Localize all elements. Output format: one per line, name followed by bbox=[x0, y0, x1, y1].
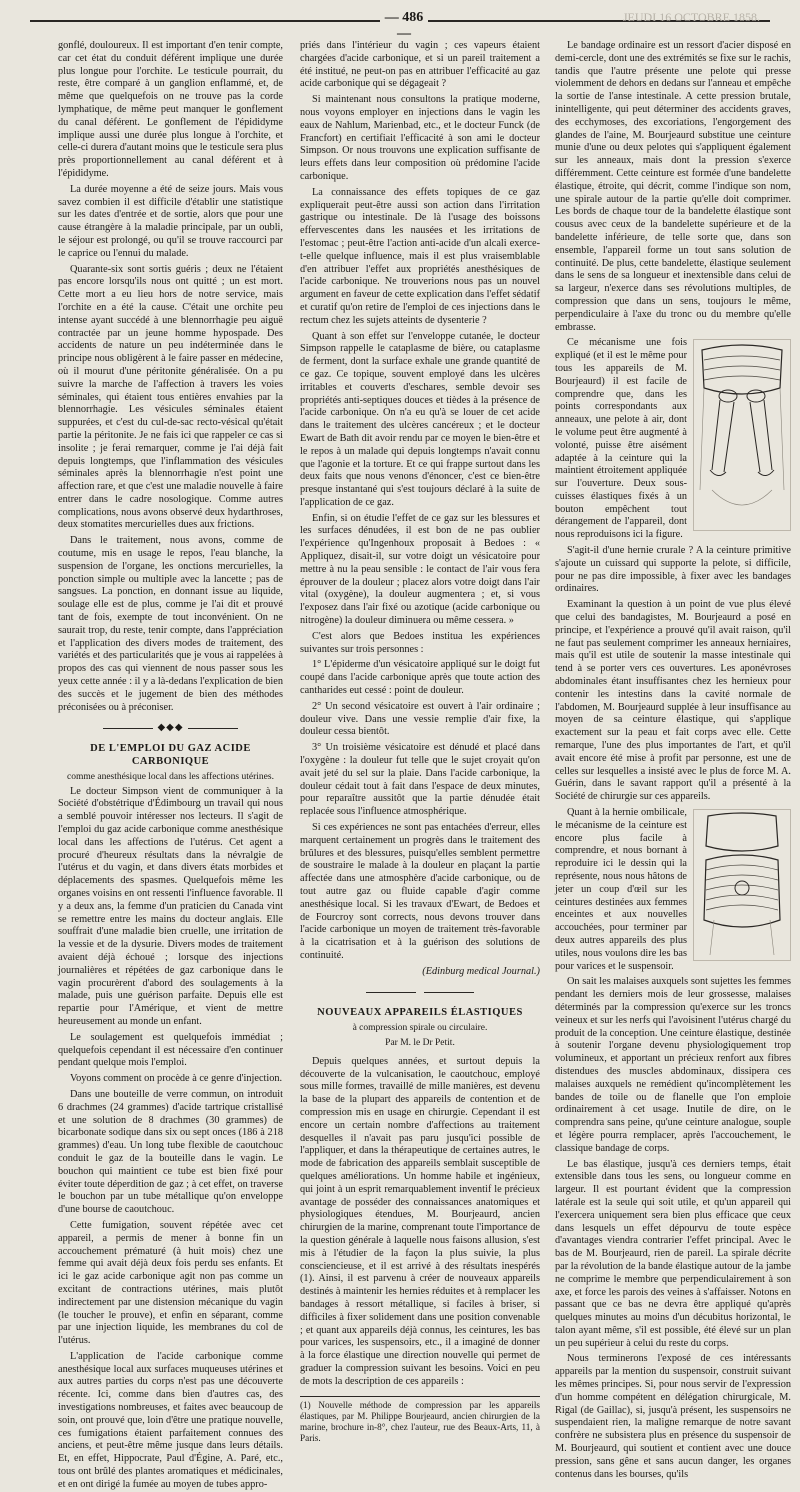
col3-paragraph: Quant à la hernie ombilicale, le mécanisme de la ceinture est encore plus facile à comprendre, et nous bornant à reproduire ici le dessin qui la représente, nous nous hâtons de jeter un coup d'œil sur les ceintures destinées aux femmes enceintes et aux nouvelles accouchées, pour terminer par deux autres appareils des plus utiles, nous voulons dire les bas pour varices et le suspensoir. bbox=[555, 807, 687, 972]
col3-paragraph: On sait les malaises auxquels sont sujettes les femmes pendant les derniers mois de leur grossesse, malaises déterminés par la compression qu'exerce sur les troncs veineux et sur les nerfs qui l'avoisinent l'utérus chargé du produit de la conception. Une ceinture élastique, destinée à soutenir l'organe devenu physiologiquement trop volumineux, et apportant un précieux renfort aux fibres distendues des muscles abdominaux, dissipera ces malaises auxquels ne remédient qu'incomplètement les bandes de toile ou de flanelle que l'on emploie ordinairement à cet usage. Inutile de dire, on le comprendra sans peine, qu'une ceinture analogue, souple et légère pourra remplacer, après l'accouchement, le classique bandage de corps. bbox=[555, 976, 791, 1154]
article-title: DE L'EMPLOI DU GAZ ACIDE CARBONIQUE bbox=[90, 743, 251, 768]
col1-paragraph: L'application de l'acide carbonique comme anesthésique local aux surfaces muqueuses utérines et aux autres parties du corps n'est pas une découverte récente. Ici, comme dans bien d'autres cas, des investigations nombreuses, et faites avec beaucoup de soin, ont prouvé que, loin d'être une pratique nouvelle, ces fumigations étaient parfaitement connues des anciens, et peut-être même jusque dans leurs détails. Et, en effet, Hippocrate, Paul d'Égine, A. Paré, etc., tous ont brûlé des plantes aromatiques et médicinales, et en ont dirigé la fumée au moyen de tubes appro- bbox=[58, 1350, 283, 1490]
page-header bbox=[0, 10, 800, 41]
col1-paragraph: Quarante-six sont sortis guéris ; deux ne l'étaient pas encore lorsqu'ils nous ont quitté ; un est mort. Cette mort a eu lieu hors de notre service, mais l'orchite en a été la cause. C'était une orchite peu intense ayant succédé à une blennorrhagie peu aiguë contractée par un jeune homme hypospade. Des accidents de nature un peu indéterminée dans le principe nous obligèrent à le faire passer en médecine, où il mourut d'une péritonite généralisée. On a pu suivre la marche de l'affection à travers les voies séminales, qui étaient tous entières envahies par la blennorrhagie. Les vésicules séminales étaient suppurées, et c'est du cul-de-sac recto-vésical qu'était partie la péritonite. Je ne fais ici que rappeler ce cas si insolite ; je ferai remarquer, comme je l'ai déjà fait depuis longtemps, que l'inflammation des vésicules séminales après la blennorrhagie n'est point une affection rare, et que c'est une maladie nouvelle à faire entrer dans le cadre nosologique. Comme autres complications, nous avons observé deux hydarthroses, deux stomatites mercurielles dues aux frictions. bbox=[58, 263, 283, 531]
col1-paragraph: La durée moyenne a été de seize jours. Mais vous savez combien il est difficile d'établir une statistique sur les dates d'entrée et de sortie, alors que pour une cause étrangère à la maladie principale, par un oubli, le séjour est prolongé, ou qu'il se trouve raccourci par le caprice ou l'ennui du malade. bbox=[58, 183, 283, 259]
article-subtitle: à compression spirale ou circulaire. bbox=[352, 1023, 488, 1034]
umbilical-belt-figure bbox=[693, 809, 791, 961]
umbilical-belt-illustration bbox=[694, 810, 790, 960]
col2-paragraph: Quant à son effet sur l'enveloppe cutanée, le docteur Simpson rappelle le cataplasme de bière, ou cataplasme de ferment, dont la surface exhale une grande quantité de ce gaz. Ce topique, souvent employé dans les ulcères irritables et couverts d'eschares, semble devoir ses propriétés anti-septiques douces et tièdes à la présence de l'acide carbonique. On n'a eu qu'à se louer de cet acide dans le traitement des ulcères cancéreux ; et le docteur Ewart de Bath dit avoir rendu par ce moyen le bien-être et le repos à un malade qui depuis longtemps n'avait connu que l'agonie et la torture. Et ce qui frappe surtout dans les deux faits que nous venons d'énoncer, c'est ce bien-être presque instantané qui s'est toujours déclaré à la suite de l'application de ce gaz. bbox=[300, 330, 540, 508]
col2-paragraph: C'est alors que Bedoes institua les expériences suivantes sur trois personnes : bbox=[300, 630, 540, 655]
page-number: — 486 — bbox=[380, 10, 428, 42]
col3-paragraph: Ce mécanisme une fois expliqué (et il est le même pour tous les appareils de M. Bourjeaurd) il est facile de comprendre que, dans les points correspondants aux anneaux, une pelote à air, dont le volume peut être augmenté à volonté, puisse être aisément adaptée à la ceinture qui la maintient étroitement appliquée sur l'ouverture. Deux sous-cuisses élastiques fixés à un bouton empêchent tout dérangement de l'appareil, dont nous reproduisons ici la figure. bbox=[555, 337, 687, 541]
col1-paragraph: Dans le traitement, nous avons, comme de coutume, mis en usage le repos, l'eau blanche, la suspension de l'organe, les onctions mercurielles, la ponction simple ou multiple avec la lancette ; pas de sangsues. La ponction, en donnant issue au liquide, soulage elle est de plus, comme je l'ai dit et prouvé tant de fois, exempte de tout inconvénient. On ne saurait trop, du reste, tenir compte, dans l'appréciation et l'application des divers modes de traitement, des variétés et des particularités que je vous ai rappelées à propos des cas qui viennent de nous passer sous les yeux cette année : il y a là-dedans l'explication de bien des succès et le jugement de bien des méthodes préconisées ou à préconiser. bbox=[58, 535, 283, 713]
col3-paragraph: Examinant la question à un point de vue plus élevé que celui des bandagistes, M. Bourjeaurd a posé en principe, et l'expérience a prouvé qu'il avait raison, qu'il ne faut pas seulement comprimer les anneaux herniaires, mais qu'il est utile de soutenir la masse intestinale qui tend à se porter vers ces ouvertures. Les aponévroses abdominales étant insuffisantes chez les hernieux pour contenir les intestins dans la cavité normale de l'abdomen, M. Bourjeaurd supplée à leur insuffisance au moyen de sa ceinture élastique, qui s'applique exactement sur la peau et fait corps avec elle. Cette remarque, l'une des plus importantes de l'art, et qu'il avait encore été mise à profit par personne, est une de celles sur lesquelles a insisté avec le plus de force M. A. Guérin, dans le savant rapport qu'il a présenté à la Société de chirurgie sur ces appareils. bbox=[555, 599, 791, 803]
col2-paragraph: Enfin, si on étudie l'effet de ce gaz sur les blessures et les surfaces dénudées, il est bon de ne pas oublier l'expérience qu'Ingenhoux proposait à Bedoes : « Appliquez, disait-il, sur votre doigt un vésicatoire pour mettre à nu la peau sensible : le contact de l'air vous fera éprouver de la douleur ; placez alors votre doigt dans l'air vital (oxygène), la douleur augmentera ; et, si vous l'exposez dans l'air fixé ou azotique (acide carbonique ou nitrogène) la douleur diminuera ou même cessera. » bbox=[300, 512, 540, 627]
col1-paragraph: Le docteur Simpson vient de communiquer à la Société d'obstétrique d'Édimbourg un travail qui nous a semblé pouvoir intéresser nos lecteurs. Il s'agit de l'emploi du gaz acide carbonique comme anesthésique local dans les affections de l'utérus. Cet agent a procuré d'heureux résultats dans la névralgie de l'utérus et du vagin, et dans divers états morbides et déplacements des spasmes. Quelquefois même les organes voisins en ont ressenti l'influence favorable. Il y a deux ans, la femme d'un praticien du Canada vint se remettre entre les mains du docteur anglais. Elle souffrait d'une maladie bien cruelle, une irritation de la vessie et de la dysurie. Divers modes de traitement avaient déjà échoué ; lorsque des injections journalières et répétées de gaz carbonique dans le vagin procurèrent d'abord des soulagements à la malade, puis une guérison parfaite. Depuis elle est repartie pour l'Amérique, et vient de mettre heureusement au monde un enfant. bbox=[58, 785, 283, 1027]
bleed-through-header: JEUDI 16 OCTOBRE 1858. bbox=[622, 10, 760, 24]
col2-paragraph: Si ces expériences ne sont pas entachées d'erreur, elles marquent certainement un progrès dans le traitement des brûlures et des blessures, puisqu'elles semblent permettre de soustraire le malade à la douleur en plaçant la partie affectée dans une atmosphère d'acide carbonique, ou de tout autre gaz ou fluide capable d'agir comme anesthésique local. Si les travaux d'Ewart, de Bedoes et de Fourcroy sont corrects, nous devons trouver dans l'acide carbonique un moyen de traitement très-favorable à la cicatrisation et à la guérison des solutions de continuité. bbox=[300, 822, 540, 961]
footnote: (1) Nouvelle méthode de compression par les appareils élastiques, par M. Philippe Bourjeaurd, ancien chirurgien de la marine, brochure in-8°, chez l'auteur, rue des Beaux-Arts, 11, à Paris. bbox=[300, 1396, 540, 1444]
section-ornament bbox=[300, 987, 540, 1000]
col2-paragraph: Depuis quelques années, et surtout depuis la découverte de la vulcanisation, le caoutchouc, employé sous mille formes, travaillé de mille manières, est devenu la base de la plupart des appareils de contention et de compression mis en usage en chirurgie. Cependant il est encore un certain nombre d'affections au traitement desquelles il n'avait pas paru jusqu'ici possible de l'appliquer, et dans la thérapeutique de certaines autres, le mode de fabrication des appareils semblait susceptible de quelques améliorations. Un homme habile et ingénieux, qui joint à un esprit remarquablement inventif le précieux avantage de posséder des connaissances anatomiques et physiologiques étendues, M. Bourjeaurd, ancien chirurgien de la marine, comprenant toute l'importance de la question générale à laquelle nous faisons allusion, s'est mis à l'étudier de la façon la plus suivie, la plus consciencieuse, et il est arrivé à des résultats inespérés (1). Ainsi, il est parvenu à créer de nouveaux appareils destinés à maintenir les hernies réduites et à remplacer les bandages à ressort métallique, si faciles à briser, si difficiles à fixer solidement dans une position convenable ; et quant aux appareils déjà connus, les ceintures, les bas pour varices, les suspensoirs, etc., il a imaginé de donner à la force élastique une direction nouvelle qui permet de graduer la compression suivant les besoins. Voici en peu de mots la description de ces appareils : bbox=[300, 1055, 540, 1387]
col2-paragraph: 2° Un second vésicatoire est ouvert à l'air ordinaire ; douleur vive. Dans une vessie remplie d'air fixe, la douleur cessa bientôt. bbox=[300, 700, 540, 738]
column-3 bbox=[555, 40, 791, 1480]
col1-paragraph: Dans une bouteille de verre commun, on introduit 6 drachmes (24 grammes) d'acide tartrique cristallisé et une solution de 8 drachmes (30 grammes) de bicarbonate sodique dans six ou sept onces (186 à 218 grammes) d'eau. Un long tube flexible de caoutchouc conduit le gaz de la bouteille dans le vagin. Le bouchon qui maintient ce tube est bien fixé pour éviter toute déperdition de gaz ; à cet effet, on traverse le bouchon par un tube métallique qu'on enveloppe d'une bourse de caoutchouc. bbox=[58, 1088, 283, 1216]
col1-paragraph: Le soulagement est quelquefois immédiat ; quelquefois cependant il est nécessaire d'en continuer pendant quelque mois l'emploi. bbox=[58, 1031, 283, 1069]
col3-paragraph: Le bandage ordinaire est un ressort d'acier disposé en demi-cercle, dont une des extrémités se fixe sur le rachis, tandis que l'autre présente une pelote qui presse violemment de dehors en dedans sur l'anneau et empêche la sortie de l'anse intestinale. A cette pression brutale, inintelligente, qui peut déterminer des accidents graves, des ecchymoses, des excoriations, l'engorgement des glandes de l'aine, M. Bourjeaurd substitue une ceinture munie d'une ou deux pelotes qui s'appliquent également sur les anneaux, mais dont la pression s'exerce différemment. Cette ceinture est formée d'une bandelette élastique, étroite, qui décrit, comme l'indique son nom, une spirale autour de la partie qu'elle doit comprimer. Les bords de chaque tour de la bandelette élastique sont cousus avec ceux de la bandelette supérieure et de la bandelette inférieure, de telle sorte que, dans son ensemble, l'appareil forme un tout sans solution de continuité. De plus, cette bandelette, élastique seulement dans le sens de sa longueur et inextensible dans celui de sa largeur, n'exerce dans ses révolutions multiples, de compression que dans un sens, toujours le même, perpendiculaire à l'axe du tronc ou du membre qu'elle embrasse. bbox=[555, 40, 791, 333]
col1-paragraph: gonflé, douloureux. Il est important d'en tenir compte, car cet état du conduit déférent implique une durée plus longue pour l'orchite. Le testicule pourrait, du reste, être comparé à un ganglion enflammé, et, de même que quelquefois on ne trouve pas la corde lymphatique, de même peut manquer le gonflement du canal déférent. Le gonflement de l'épididyme implique aussi une durée plus longue à l'orchite, et celle-ci durera d'autant moins que le testicule sera plus près proportionnellement au canal déférent et à l'épididyme. bbox=[58, 40, 283, 179]
col2-paragraph: 1° L'épiderme d'un vésicatoire appliqué sur le doigt fut coupé dans l'acide carbonique après que toute action des cantharides eut cessé : point de douleur. bbox=[300, 659, 540, 697]
col2-paragraph: La connaissance des effets topiques de ce gaz expliquerait peut-être aussi son action dans l'irritation gastrique ou intestinale. De là l'usage des boissons effervescentes dans les nausées et les irritations de l'estomac ; peut-être l'action anti-acide d'un alcali exerce-t-elle quelque influence, mais il est plus vraisemblable d'en attribuer l'effet aux propriétés anesthésiques de l'acide carbonique. Ne trouverions nous pas un nouvel argument en faveur de cette explication dans l'effet sédatif et curatif qu'on retire de l'emploi de ces injections dans le rectum chez les sujets atteints de dysenterie ? bbox=[300, 186, 540, 326]
source-citation: (Edinburg medical Journal.) bbox=[422, 965, 540, 977]
belt-with-thigh-straps-figure bbox=[693, 339, 791, 531]
column-1 bbox=[58, 40, 283, 1490]
column-2 bbox=[300, 40, 540, 1444]
article-subtitle: comme anesthésique local dans les affections utérines. bbox=[67, 771, 274, 782]
hernia-belt-illustration bbox=[694, 340, 790, 530]
section-ornament: ◆◆◆ bbox=[58, 722, 283, 735]
col3-paragraph: S'agit-il d'une hernie crurale ? A la ceinture primitive s'ajoute un cuissard qui supporte la pelote, si difficile, pour ne pas dire impossible, à fixer avec les bandages ordinaires. bbox=[555, 545, 791, 595]
col3-paragraph: Nous terminerons l'exposé de ces intéressants appareils par la mention du suspensoir, construit suivant les mêmes principes. Si, pour nous servir de l'expression d'un homme compétent en délégation chirurgicale, M. Rigal (de Gaillac), si, jusqu'à présent, les suspensoirs ne suspendaient rien, la maligne remarque de notre savant confrère ne subsistera plus en présence du suspensoir de M. Bourjeaurd, qui soutient et contient avec une douce pression, sans gêne et sans aucun danger, les organes contenus dans les bourses, qu'ils bbox=[555, 1353, 791, 1480]
col1-paragraph: Voyons comment on procède à ce genre d'injection. bbox=[70, 1073, 283, 1085]
col2-paragraph: Si maintenant nous consultons la pratique moderne, nous voyons employer en injections dans le vagin les eaux de Nahlum, Marienbad, etc., et le docteur Funck (de Francfort) en certifiait l'efficacité à son ami le docteur Simpson. Or nous trouvons une explication suffisante de leurs effets dans leur composition où prédomine l'acide carbonique. bbox=[300, 94, 540, 182]
col2-paragraph: priés dans l'intérieur du vagin ; ces vapeurs étaient chargées d'acide carbonique, et si un pareil traitement a été institué, ne peut-on pas en attribuer l'efficacité au gaz acide carbonique qui se dégageait ? bbox=[300, 40, 540, 90]
article-byline: Par M. le Dr Petit. bbox=[385, 1037, 455, 1048]
col3-paragraph: Le bas élastique, jusqu'à ces derniers temps, était extensible dans tous les sens, ou longueur comme en largeur. Il est pourtant évident que la compression latérale est la seule qui soit utile, et qu'un appareil qui l'exercera uniquement sera bien plus efficace que ceux dans lesquels un effet dépourvu de toute espèce d'avantages viendra contrarier l'effet principal. Avec le bas de M. Bourjeaurd, rien de pareil. La spirale décrite par la révolution de la bande élastique autour de la jambe ne comprime le membre que perpendiculairement à son axe, et force les parois des veines à s'affaisser. Notons en passant que ce bas ne devra être appliqué qu'après quelques minutes au moins d'un décubitus horizontal, le talon ayant même, s'il est possible, été élevé sur un plan un peu supérieur à celui du reste du corps. bbox=[555, 1158, 791, 1349]
col2-paragraph: 3° Un troisième vésicatoire est dénudé et placé dans l'oxygène : la douleur fut telle que le sujet croyait qu'on avait jeté du sel sur la plaie. Dans l'acide carbonique, la douleur cédait tout à fait dans l'espace de deux minutes, pour reparaître aussitôt que la partie dénudée était replacée sous l'influence atmosphérique. bbox=[300, 742, 540, 818]
article-title: NOUVEAUX APPAREILS ÉLASTIQUES bbox=[317, 1007, 523, 1019]
col1-paragraph: Cette fumigation, souvent répétée avec cet appareil, a permis de mener à bonne fin un accouchement prématuré (à huit mois) chez une femme qui avait déjà deux fois perdu ses enfants. Et ici le gaz acide carbonique agit non pas comme un excitant de contractions utérines, mais plutôt indirectement par une distension mécanique du vagin (le toucher le prouve), et enfin en séparant, comme par une injection liquide, les membranes du col de l'utérus. bbox=[58, 1219, 283, 1347]
